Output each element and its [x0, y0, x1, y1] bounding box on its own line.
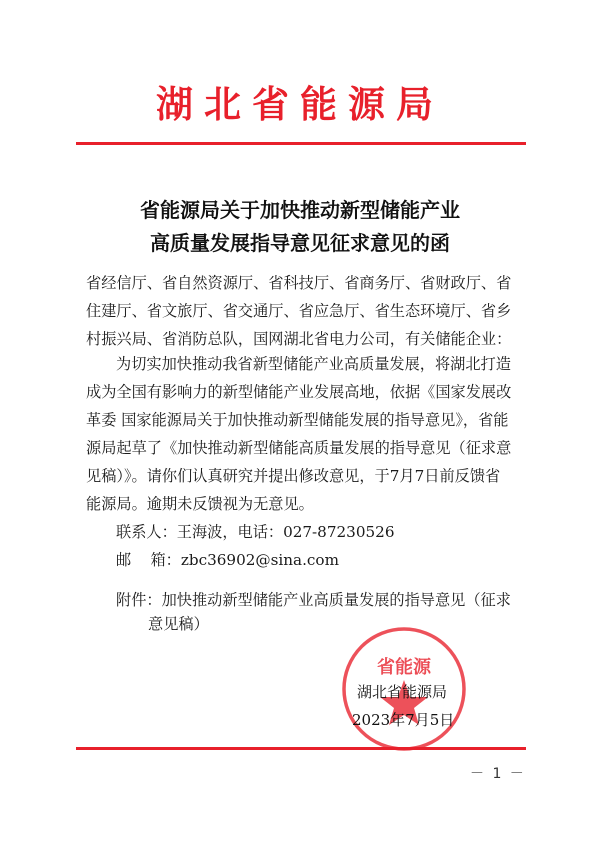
- body-paragraph-line: 成为全国有影响力的新型储能产业发展高地，依据《国家发展改: [86, 383, 512, 401]
- document-title-line-1: 省能源局关于加快推动新型储能产业: [140, 198, 460, 222]
- contact-email-line: 邮 箱：zbc36902@sina.com: [116, 551, 339, 569]
- recipient-line: 省经信厅、省自然资源厅、省科技厅、省商务厅、省财政厅、省: [86, 274, 512, 292]
- contact-person-line: 联系人：王海波，电话：027-87230526: [116, 523, 395, 541]
- body-paragraph-line: 见稿）》。请你们认真研究并提出修改意见，于7月7日前反馈省: [86, 467, 501, 485]
- issuing-org-title: 湖北省能源局: [156, 83, 444, 126]
- attachment-line: 附件：加快推动新型储能产业高质量发展的指导意见（征求: [116, 591, 511, 609]
- svg-text:省能源: 省能源: [377, 657, 431, 678]
- attachment-line: 意见稿）: [148, 615, 209, 633]
- body-paragraph-line: 源局起草了《加快推动新型储能高质量发展的指导意见（征求意: [86, 439, 512, 457]
- body-paragraph-line: 为切实加快推动我省新型储能产业高质量发展，将湖北打造: [116, 355, 511, 373]
- page-number: － 1 －: [470, 766, 526, 782]
- signature-org: 湖北省能源局: [357, 683, 448, 701]
- body-paragraph-line: 革委 国家能源局关于加快推动新型储能发展的指导意见》，省能: [86, 411, 509, 429]
- recipient-line: 住建厅、省文旅厅、省交通厅、省应急厅、省生态环境厅、省乡: [86, 302, 512, 320]
- signature-date: 2023年7月5日: [352, 711, 455, 729]
- header-red-rule: [76, 142, 526, 145]
- document-title-line-2: 高质量发展指导意见征求意见的函: [150, 231, 450, 255]
- recipient-line: 村振兴局、省消防总队，国网湖北省电力公司，有关储能企业：: [86, 330, 512, 348]
- footer-red-rule: [76, 747, 526, 750]
- body-paragraph-line: 能源局。逾期未反馈视为无意见。: [86, 495, 314, 513]
